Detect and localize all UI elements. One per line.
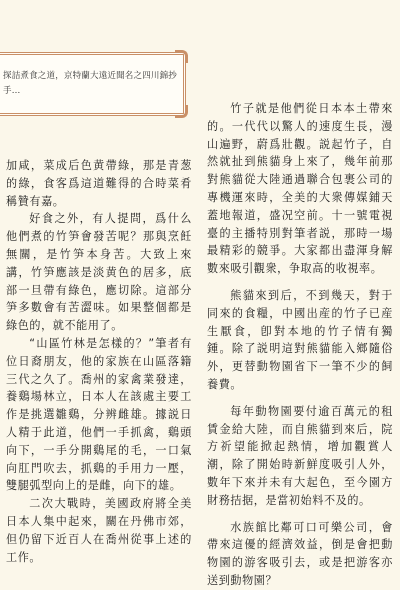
paragraph: 竹子就是他們從日本本土帶來的。一代代以驚人的速度生長，漫山遍野，蔚爲壯觀。説起竹子，自然就扯到熊貓身上來了，幾年前那對熊貓從大陸通過聯合包裹公司的專機運來時，全美的大衆傳媒鋪天蓋地報道，盛况空前。十一號電視臺的主播特別對筆者説，那時一場最精彩的競爭。大家都出盡渾身解數來吸引觀衆，争取高的收視率。 <box>207 102 393 276</box>
pull-quote-box <box>0 52 186 116</box>
left-text-column <box>6 157 192 566</box>
frame-corner-decoration <box>175 50 188 63</box>
paragraph: “山區竹林是怎樣的？”筆者有位日裔朋友，他的家族在山區落籍三代之久了。喬州的家禽業發達，養鷄場林立，日本人在該處主要工作是挑選雛鷄，分辨雌雄。據説日人精于此道，他們一手抓禽，鷄頭向下，一手分開鷄尾的毛，一口氣向肛門吹去，抓鷄的手用力一壓，雙腿弧型向上的是雌，向下的雄。 <box>6 336 192 493</box>
pull-quote-text: 探詰煮食之道，京特蘭大遠近聞名之四川錦抄手... <box>3 71 178 96</box>
right-text-column <box>207 100 393 590</box>
paragraph: 好食之外，有人提問，爲什么他們煮的竹笋會發苦呢？那與烹飪無關，是竹笋本身苦。大致上來講，竹笋應該是淡黄色的居多，底部一旦帶有綠色，應切除。這部分笋多數會有苦澀味。如果整個都是綠色的，就不能用了。 <box>6 212 192 333</box>
paragraph: 二次大戰時，美國政府將全美日本人集中起來，關在丹佛市郊，但仍留下近百人在喬州從事上述的工作。 <box>6 497 192 564</box>
paragraph: 加咸，菜成后色黄帶綠，那是青葱的綠，食客爲這道難得的合時菜肴稱贊有嘉。 <box>6 159 192 208</box>
frame-corner-decoration <box>175 105 188 118</box>
paragraph: 水族館比鄰可口可樂公司，會帶來這優的經濟效益，倒是會把動物園的游客吸引去，或是把游客亦送到動物園？ <box>207 520 393 587</box>
paragraph: 每年動物園要付逾百萬元的租賃金給大陸，而自熊貓到來后，院方祈望能掀起熱情，增加觀賞人潮，除了開始時新鮮度吸引人外，數年下來并未有大起色，至今園方財務拮据，是當初始料不及的。 <box>207 404 393 507</box>
paragraph: 熊貓來到后，不到幾天，對于同來的食糧，中國出産的竹子已産生厭食，卽對本地的竹子情有獨鍾。除了説明這對熊貓能入鄉隨俗外，更替動物園省下一筆不少的飼養費。 <box>207 288 393 391</box>
